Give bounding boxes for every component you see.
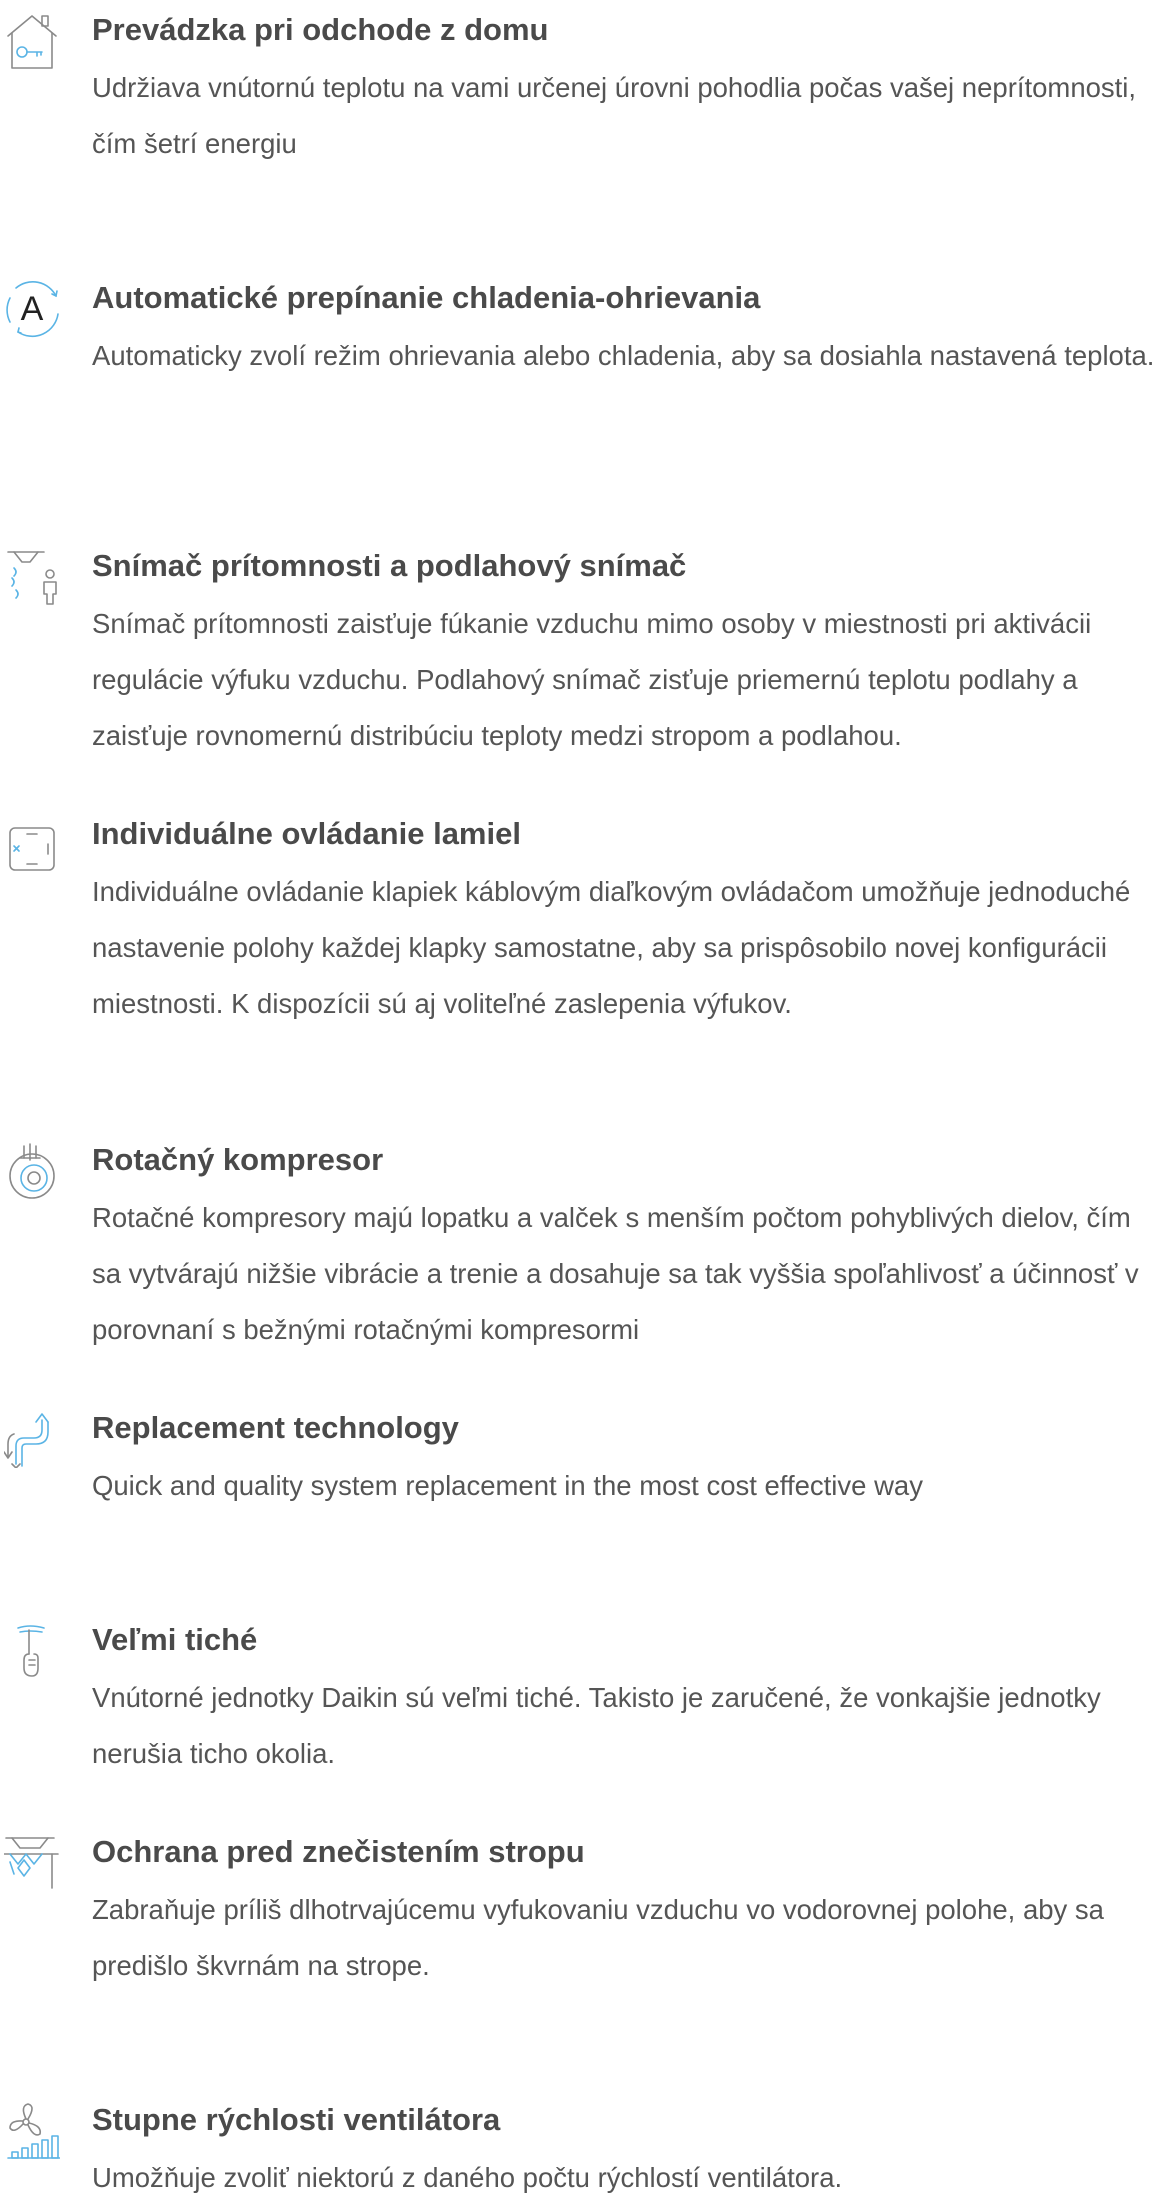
fan-speed-icon (4, 2100, 60, 2160)
feature-description: Quick and quality system replacement in the most cost effective way (92, 1470, 923, 1501)
feature-item (0, 814, 1160, 1034)
feature-description: Udržiava vnútornú teplotu na vami určenej úrovni pohodlia počas vašej neprítomnosti, čím šetrí energiu (92, 72, 1137, 159)
auto-mode-letter: A (20, 290, 44, 328)
feature-item (0, 1140, 1160, 1360)
feature-item (0, 10, 1160, 170)
feature-description: Zabraňuje príliš dlhotrvajúcemu vyfukovaniu vzduchu vo vodorovnej polohe, aby sa predišlo škvrnám na strope. (92, 1894, 1104, 1981)
replacement-arrows-icon (4, 1408, 60, 1468)
feature-item (0, 546, 1160, 766)
feature-title: Rotačný kompresor (92, 1142, 384, 1177)
feature-description: Vnútorné jednotky Daikin sú veľmi tiché. Takisto je zaručené, že vonkajšie jednotky nerušia ticho okolia. (92, 1682, 1101, 1769)
feature-title: Prevádzka pri odchode z domu (92, 12, 549, 47)
silent-finger-icon (4, 1620, 60, 1680)
feature-item (0, 1408, 1160, 1528)
feature-title: Veľmi tiché (92, 1622, 258, 1657)
feature-title: Stupne rýchlosti ventilátora (92, 2102, 501, 2137)
feature-description: Rotačné kompresory majú lopatku a valček s menším počtom pohyblivých dielov, čím sa vytvárajú nižšie vibrácie a trenie a dosahuje sa tak vyššia spoľahlivosť a účinnosť v porovnaní s bežnými rotačnými kompresormi (92, 1202, 1139, 1345)
feature-title: Ochrana pred znečistením stropu (92, 1834, 585, 1869)
presence-sensor-icon (4, 546, 60, 606)
feature-description: Automaticky zvolí režim ohrievania alebo chladenia, aby sa dosiahla nastavená teplota. (92, 340, 1155, 371)
rotary-compressor-icon (4, 1140, 60, 1200)
feature-description: Snímač prítomnosti zaisťuje fúkanie vzduchu mimo osoby v miestnosti pri aktivácii regulácie výfuku vzduchu. Podlahový snímač zisťuje priemernú teplotu podlahy a zaisťuje rovnomernú distribúciu teploty medzi stropom a podlahou. (92, 608, 1092, 751)
feature-description: Individuálne ovládanie klapiek káblovým diaľkovým ovládačom umožňuje jednoduché nastavenie polohy každej klapky samostatne, aby sa prispôsobilo novej konfigurácii miestnosti. K dispozícii sú aj voliteľné zaslepenia výfukov. (92, 876, 1131, 1019)
house-key-icon (4, 10, 60, 70)
feature-item (0, 1832, 1160, 1992)
auto-mode-icon (4, 278, 60, 338)
feature-item (0, 2100, 1160, 2196)
feature-title: Individuálne ovládanie lamiel (92, 816, 521, 851)
feature-title: Snímač prítomnosti a podlahový snímač (92, 548, 687, 583)
feature-description: Umožňuje zvoliť niektorú z daného počtu rýchlostí ventilátora. (92, 2162, 843, 2193)
feature-title: Replacement technology (92, 1410, 459, 1445)
ceiling-soiling-icon (4, 1832, 60, 1892)
feature-item (0, 278, 1160, 438)
feature-title: Automatické prepínanie chladenia-ohrievania (92, 280, 761, 315)
flap-control-icon (4, 814, 60, 874)
feature-item (0, 1620, 1160, 1780)
